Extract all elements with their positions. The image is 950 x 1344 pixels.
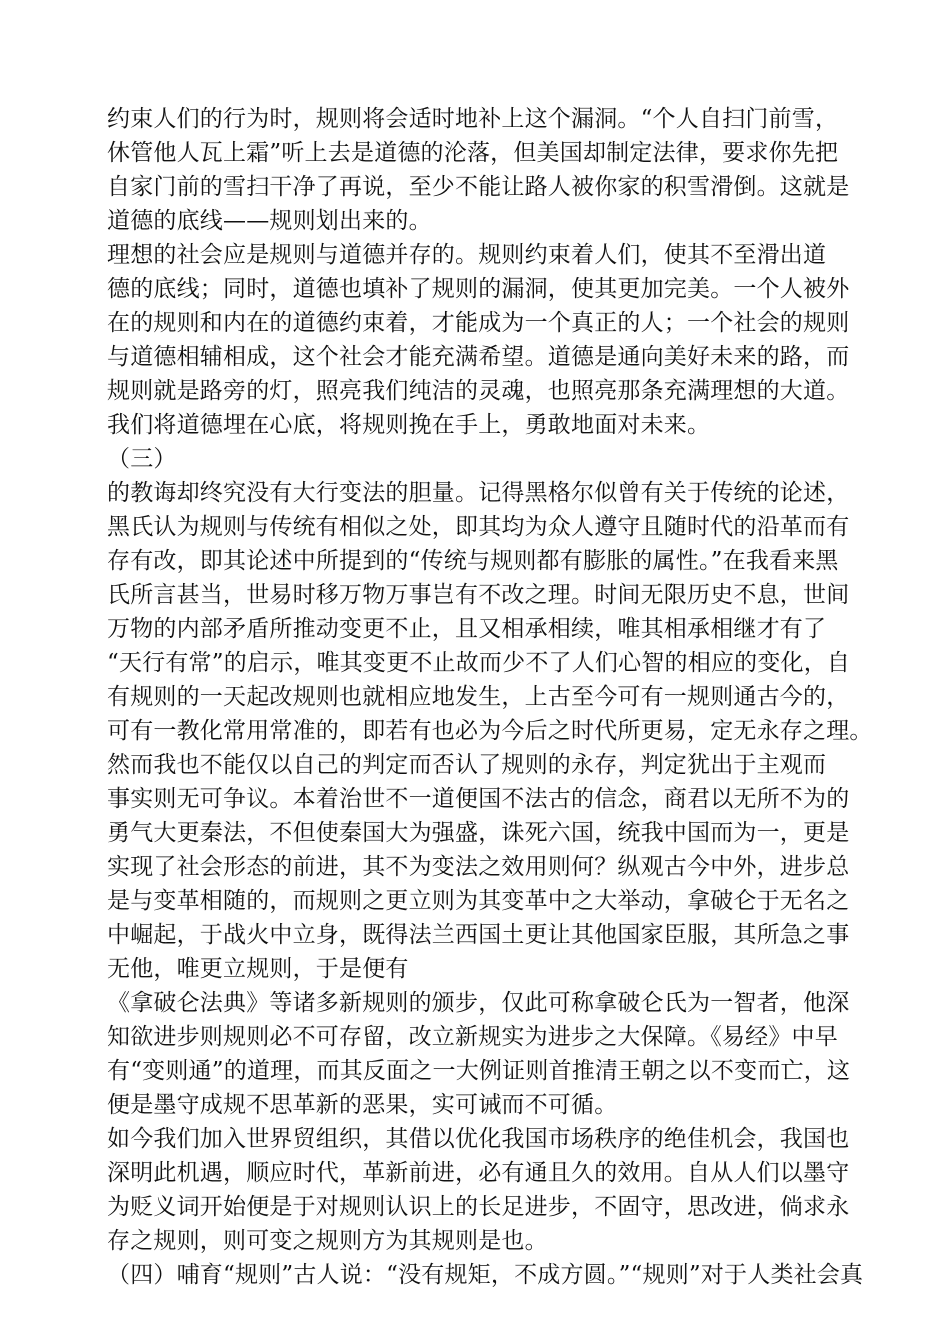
text-line: 在的规则和内在的道德约束着，才能成为一个真正的人；一个社会的规则 <box>107 310 850 336</box>
text-line: 为贬义词开始便是于对规则认识上的长足进步，不固守，思改进，倘求永 <box>107 1194 850 1220</box>
text-line: 知欲进步则规则必不可存留，改立新规实为进步之大保障。《易经》中早 <box>107 1024 838 1050</box>
text-line: 氏所言甚当，世易时移万物万事岂有不改之理。时间无限历史不息，世间 <box>107 582 850 608</box>
text-line: 与道德相辅相成，这个社会才能充满希望。道德是通向美好未来的路，而 <box>107 344 850 370</box>
text-line: 我们将道德埋在心底，将规则挽在手上，勇敢地面对未来。 <box>107 412 711 438</box>
text-line: 的教诲却终究没有大行变法的胆量。记得黑格尔似曾有关于传统的论述， <box>107 480 850 506</box>
text-line: 理想的社会应是规则与道德并存的。规则约束着人们，使其不至滑出道 <box>107 242 827 268</box>
text-line: 德的底线；同时，道德也填补了规则的漏洞，使其更加完美。一个人被外 <box>107 276 850 302</box>
text-line: 如今我们加入世界贸组织，其借以优化我国市场秩序的绝佳机会，我国也 <box>107 1126 850 1152</box>
text-line: 便是墨守成规不思革新的恶果，实可诫而不可循。 <box>107 1092 618 1118</box>
text-line: 规则就是路旁的灯，照亮我们纯洁的灵魂，也照亮那条充满理想的大道。 <box>107 378 850 404</box>
text-line: 实现了社会形态的前进，其不为变法之效用则何？纵观古今中外，进步总 <box>107 854 850 880</box>
text-line: 中崛起，于战火中立身，既得法兰西国土更让其他国家臣服，其所急之事 <box>107 922 850 948</box>
text-line: 事实则无可争议。本着治世不一道便国不法古的信念，商君以无所不为的 <box>107 786 850 812</box>
text-line: 有“变则通”的道理，而其反面之一大例证则首推清王朝之以不变而亡，这 <box>107 1058 851 1084</box>
text-line: 自家门前的雪扫干净了再说，至少不能让路人被你家的积雪滑倒。这就是 <box>107 174 850 200</box>
text-line: “天行有常”的启示，唯其变更不止故而少不了人们心智的相应的变化，自 <box>107 650 851 676</box>
text-line: 勇气大更秦法，不但使秦国大为强盛，诛死六国，统我中国而为一，更是 <box>107 820 850 846</box>
text-line: 无他，唯更立规则，于是便有 <box>107 956 409 982</box>
text-line: 是与变革相随的，而规则之更立则为其变革中之大举动，拿破仑于无名之 <box>107 888 850 914</box>
text-line: 黑氏认为规则与传统有相似之处，即其均为众人遵守且随时代的沿革而有 <box>107 514 850 540</box>
text-line: 《拿破仑法典》等诸多新规则的颁步，仅此可称拿破仑氏为一智者，他深 <box>107 990 850 1016</box>
text-line: 道德的底线——规则划出来的。 <box>107 208 432 234</box>
text-line: 深明此机遇，顺应时代，革新前进，必有通且久的效用。自从人们以墨守 <box>107 1160 850 1186</box>
text-line: 可有一教化常用常准的，即若有也必为今后之时代所更易，定无永存之理。 <box>107 718 873 744</box>
text-line: 存有改，即其论述中所提到的“传统与规则都有膨胀的属性。”在我看来黑 <box>107 548 839 574</box>
text-line: 有规则的一天起改规则也就相应地发生，上古至今可有一规则通古今的， <box>107 684 850 710</box>
text-line: 存之规则，则可变之规则方为其规则是也。 <box>107 1228 548 1254</box>
section-heading: （四）哺育“规则”古人说：“没有规矩，不成方圆。”“规则”对于人类社会真 <box>107 1262 864 1288</box>
section-heading: （三） <box>107 446 177 472</box>
text-line: 约束人们的行为时，规则将会适时地补上这个漏洞。“个人自扫门前雪， <box>107 106 839 132</box>
text-line: 然而我也不能仅以自己的判定而否认了规则的永存，判定犹出于主观而 <box>107 752 827 778</box>
text-line: 休管他人瓦上霜”听上去是道德的沦落，但美国却制定法律，要求你先把 <box>107 140 839 166</box>
text-line: 万物的内部矛盾所推动变更不止，且又相承相续，唯其相承相继才有了 <box>107 616 827 642</box>
